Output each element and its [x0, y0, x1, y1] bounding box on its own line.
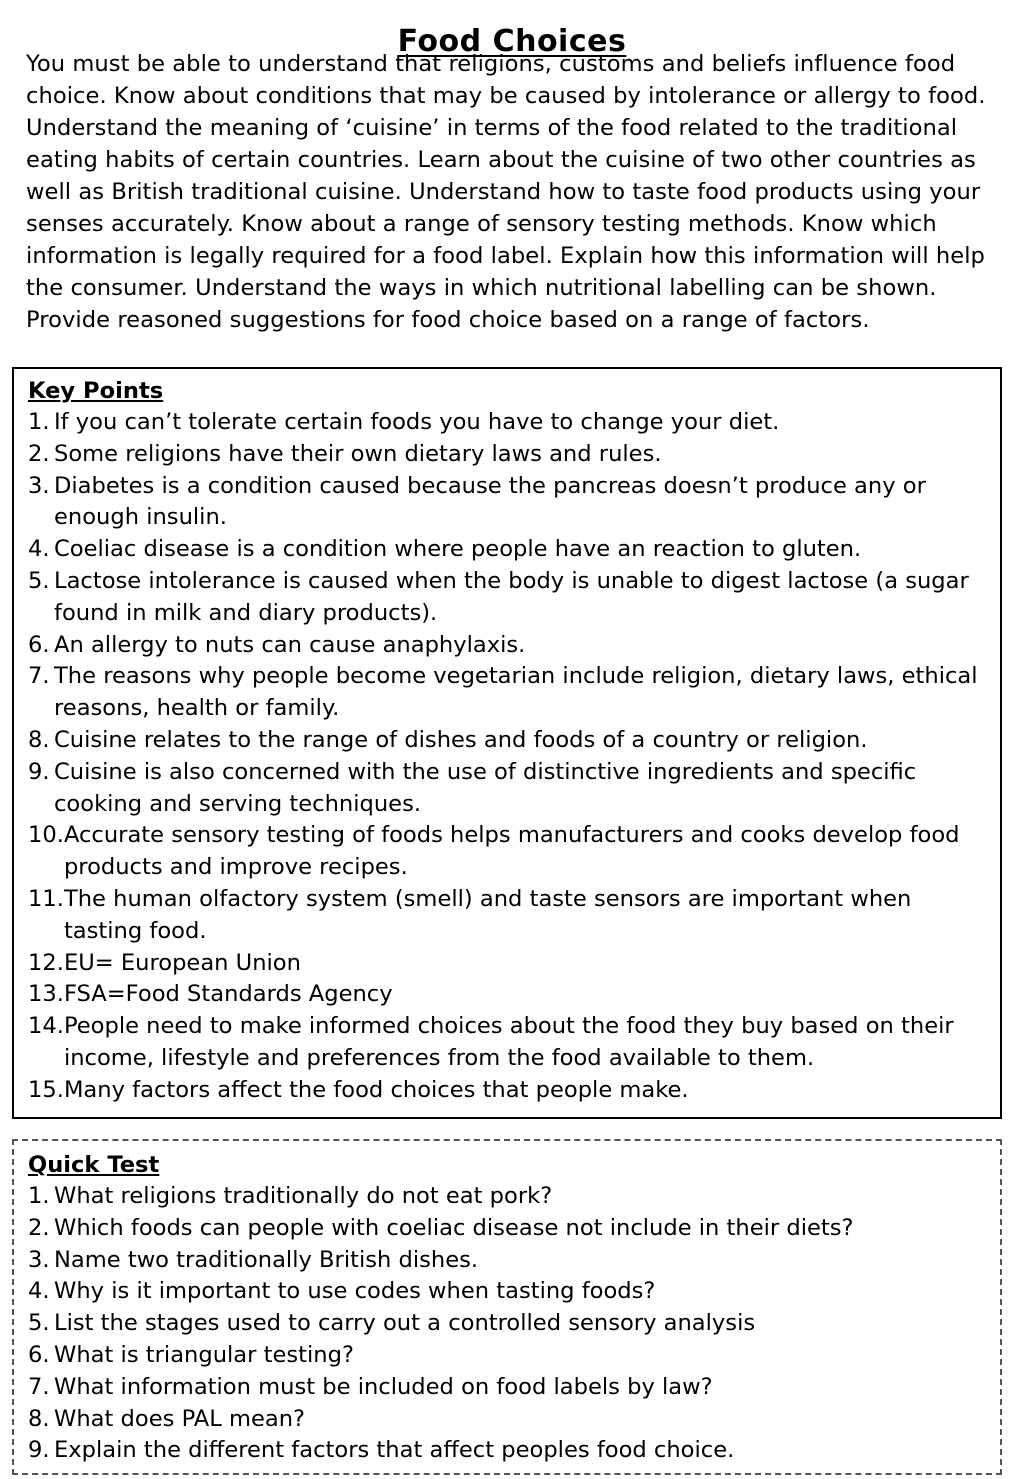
key-points-heading: Key Points	[28, 378, 164, 404]
quick-test-item	[28, 1435, 990, 1467]
item-number: 14.	[28, 1013, 64, 1040]
item-number: 8.	[28, 726, 50, 753]
item-text: EU= European Union	[63, 949, 301, 976]
item-number: 1.	[28, 409, 50, 435]
item-text: The human olfactory system (smell) and taste sensors are important when tasting food.	[63, 885, 912, 944]
item-text: List the stages used to carry out a controlled sensory analysis	[54, 1310, 756, 1337]
item-number: 4.	[28, 536, 50, 563]
item-number: 12.	[28, 949, 64, 976]
key-point-item	[28, 439, 990, 471]
key-point-item	[28, 1011, 990, 1075]
item-text: Some religions have their own dietary laws and rules.	[54, 440, 662, 467]
item-text: Many factors affect the food choices that people make.	[63, 1076, 689, 1103]
item-text: People need to make informed choices about the food they buy based on their income, lifestyle and preferences from the food available to them.	[63, 1013, 954, 1071]
quick-test-heading: Quick Test	[28, 1152, 160, 1178]
quick-test-item	[28, 1308, 990, 1340]
quick-test-item	[28, 1372, 990, 1404]
item-number: 9.	[28, 758, 50, 785]
item-number: 6.	[28, 631, 50, 658]
quick-test-list	[28, 1181, 990, 1467]
item-text: Cuisine is also concerned with the use of distinctive ingredients and specific cooking and serving techniques.	[54, 758, 917, 817]
quick-test-item	[28, 1404, 990, 1436]
item-text: Lactose intolerance is caused when the body is unable to digest lactose (a sugar found in milk and diary products).	[54, 567, 969, 626]
key-point-item	[28, 757, 990, 821]
key-point-item	[28, 1075, 990, 1107]
key-point-item	[28, 948, 990, 980]
item-number: 7.	[28, 663, 50, 690]
page-title: Food Choices	[397, 24, 627, 60]
item-text: Explain the different factors that affect peoples food choice.	[54, 1437, 735, 1464]
item-number: 7.	[28, 1373, 50, 1400]
item-number: 3.	[28, 1246, 50, 1273]
quick-test-box	[12, 1139, 1002, 1475]
key-points-box	[12, 367, 1002, 1119]
item-number: 5.	[28, 567, 50, 594]
item-text: What is triangular testing?	[54, 1341, 354, 1368]
quick-test-item	[28, 1213, 990, 1245]
key-point-item	[28, 661, 990, 725]
item-number: 1.	[28, 1183, 50, 1209]
quick-test-item	[28, 1276, 990, 1308]
key-point-item	[28, 630, 990, 662]
key-points-list	[28, 407, 990, 1107]
item-text: FSA=Food Standards Agency	[63, 981, 393, 1008]
item-text: Cuisine relates to the range of dishes and foods of a country or religion.	[54, 726, 868, 753]
item-number: 4.	[28, 1278, 50, 1305]
item-text: Why is it important to use codes when tasting foods?	[54, 1278, 656, 1305]
quick-test-item	[28, 1245, 990, 1277]
item-text: Name two traditionally British dishes.	[54, 1246, 479, 1273]
key-point-item	[28, 884, 990, 948]
key-point-item	[28, 407, 990, 439]
item-text: If you can’t tolerate certain foods you have to change your diet.	[54, 409, 780, 435]
item-text: Diabetes is a condition caused because the pancreas doesn’t produce any or enough insulin.	[54, 472, 926, 531]
key-point-item	[28, 534, 990, 566]
item-text: Accurate sensory testing of foods helps manufacturers and cooks develop food products and improve recipes.	[63, 822, 960, 881]
quick-test-item	[28, 1340, 990, 1372]
item-number: 10.	[28, 822, 64, 849]
item-text: An allergy to nuts can cause anaphylaxis.	[54, 631, 526, 658]
item-text: Which foods can people with coeliac disease not include in their diets?	[54, 1214, 854, 1241]
key-point-item	[28, 820, 990, 884]
item-number: 5.	[28, 1310, 50, 1337]
item-number: 13.	[28, 981, 64, 1008]
item-number: 3.	[28, 472, 50, 499]
item-text: What information must be included on food labels by law?	[54, 1373, 713, 1400]
item-number: 8.	[28, 1405, 50, 1432]
key-point-item	[28, 471, 990, 535]
key-point-item	[28, 725, 990, 757]
item-number: 9.	[28, 1437, 50, 1464]
item-number: 2.	[28, 440, 50, 467]
item-number: 2.	[28, 1214, 50, 1241]
key-point-item	[28, 566, 990, 630]
item-text: What does PAL mean?	[54, 1405, 306, 1432]
quick-test-item	[28, 1181, 990, 1213]
item-number: 15.	[28, 1076, 64, 1103]
item-text: The reasons why people become vegetarian include religion, dietary laws, ethical reasons, health or family.	[54, 663, 978, 722]
item-text: What religions traditionally do not eat pork?	[54, 1183, 553, 1209]
intro-paragraph: You must be able to understand that religions, customs and beliefs influence food choice. Know about conditions that may be caused by intolerance or allergy to food. Understand the meaning of ‘cuisine’ in terms of the food related to the traditional eating habits of certain countries. Learn about the cuisine of two other countries as well as British traditional cuisine. Understand how to taste food products using your senses accurately. Know about a range of sensory testing methods. Know which information is legally required for a food label. Explain how this information will help the consumer. Understand the ways in which nutritional labelling can be shown. Provide reasoned suggestions for food choice based on a range of factors.	[26, 51, 986, 333]
item-number: 6.	[28, 1341, 50, 1368]
item-text: Coeliac disease is a condition where people have an reaction to gluten.	[54, 536, 862, 563]
item-number: 11.	[28, 885, 64, 912]
key-point-item	[28, 979, 990, 1011]
